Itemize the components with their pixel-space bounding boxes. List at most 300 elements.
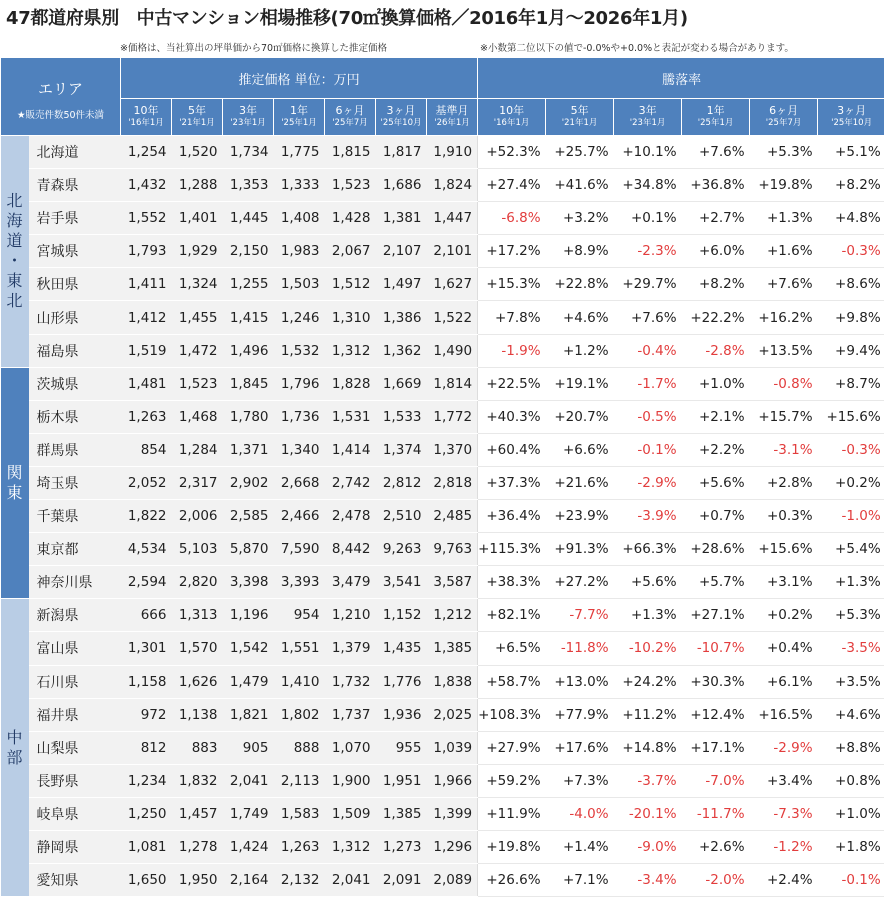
change-cell: +20.7% — [546, 400, 614, 433]
price-cell: 1,039 — [427, 731, 478, 764]
change-cell: +15.6% — [750, 533, 818, 566]
price-cell: 2,101 — [427, 235, 478, 268]
column-label: 3年 — [239, 104, 257, 117]
change-column-header — [478, 99, 546, 136]
column-label: 10年 — [499, 104, 525, 117]
price-cell: 1,234 — [121, 764, 172, 797]
price-cell: 1,263 — [274, 830, 325, 863]
change-cell: -3.5% — [818, 632, 884, 665]
change-cell: -1.9% — [478, 334, 546, 367]
change-cell: -9.0% — [614, 830, 682, 863]
price-column-header — [427, 99, 478, 136]
change-cell: +34.8% — [614, 169, 682, 202]
change-cell: +21.6% — [546, 466, 614, 499]
change-cell: +37.3% — [478, 466, 546, 499]
price-cell: 883 — [172, 731, 223, 764]
change-cell: +15.7% — [750, 400, 818, 433]
change-cell: -2.9% — [750, 731, 818, 764]
region-label-char: 東 — [6, 271, 23, 291]
price-cell: 1,381 — [376, 202, 427, 235]
region-label — [1, 599, 29, 897]
table-row — [1, 797, 884, 830]
change-cell: +28.6% — [682, 533, 750, 566]
prefecture-name: 新潟県 — [29, 599, 121, 632]
change-cell: +6.5% — [478, 632, 546, 665]
price-cell: 5,870 — [223, 533, 274, 566]
price-cell: 1,496 — [223, 334, 274, 367]
change-cell: +25.7% — [546, 136, 614, 169]
change-cell: +36.8% — [682, 169, 750, 202]
table-row — [1, 466, 884, 499]
change-cell: +17.1% — [682, 731, 750, 764]
change-cell: +58.7% — [478, 665, 546, 698]
page-title: 47都道府県別 中古マンション相場推移(70㎡換算価格／2016年1月〜2026年1月) — [6, 8, 688, 29]
price-cell: 1,411 — [121, 268, 172, 301]
change-cell: +5.1% — [818, 136, 884, 169]
price-cell: 1,333 — [274, 169, 325, 202]
column-date: '25年10月 — [831, 118, 873, 128]
table-row — [1, 566, 884, 599]
region-label-char: 北 — [6, 191, 23, 211]
column-date: '21年1月 — [179, 118, 215, 128]
prefecture-name: 石川県 — [29, 665, 121, 698]
price-cell: 3,479 — [325, 566, 376, 599]
table-row — [1, 599, 884, 632]
price-cell: 1,828 — [325, 367, 376, 400]
price-cell: 1,845 — [223, 367, 274, 400]
table-row — [1, 268, 884, 301]
price-cell: 1,152 — [376, 599, 427, 632]
price-cell: 1,776 — [376, 665, 427, 698]
change-cell: -1.7% — [614, 367, 682, 400]
change-cell: +8.2% — [682, 268, 750, 301]
prefecture-name: 富山県 — [29, 632, 121, 665]
change-cell: +3.2% — [546, 202, 614, 235]
price-cell: 972 — [121, 698, 172, 731]
change-cell: +17.2% — [478, 235, 546, 268]
change-cell: +40.3% — [478, 400, 546, 433]
prefecture-name: 群馬県 — [29, 433, 121, 466]
price-cell: 1,533 — [376, 400, 427, 433]
change-cell: +4.6% — [818, 698, 884, 731]
change-cell: +1.0% — [818, 797, 884, 830]
note-rounding: ※小数第二位以下の値で-0.0%や+0.0%と表記が変わる場合があります。 — [480, 43, 794, 54]
price-cell: 954 — [274, 599, 325, 632]
price-cell: 1,497 — [376, 268, 427, 301]
price-cell: 1,138 — [172, 698, 223, 731]
table-row — [1, 830, 884, 863]
price-cell: 1,780 — [223, 400, 274, 433]
change-cell: +13.5% — [750, 334, 818, 367]
change-column-header — [750, 99, 818, 136]
prefecture-name: 福島県 — [29, 334, 121, 367]
change-cell: +22.5% — [478, 367, 546, 400]
region-label-char: 海 — [6, 211, 23, 231]
table-row — [1, 400, 884, 433]
price-cell: 2,089 — [427, 864, 478, 897]
change-cell: +7.1% — [546, 864, 614, 897]
price-column-header — [172, 99, 223, 136]
price-cell: 8,442 — [325, 533, 376, 566]
price-cell: 1,983 — [274, 235, 325, 268]
change-cell: +0.2% — [750, 599, 818, 632]
price-cell: 1,196 — [223, 599, 274, 632]
change-cell: -3.4% — [614, 864, 682, 897]
price-cell: 2,113 — [274, 764, 325, 797]
change-cell: +27.9% — [478, 731, 546, 764]
change-cell: -11.7% — [682, 797, 750, 830]
change-cell: +2.2% — [682, 433, 750, 466]
price-cell: 1,817 — [376, 136, 427, 169]
region-label-char: ・ — [6, 251, 23, 271]
change-cell: +5.7% — [682, 566, 750, 599]
change-cell: +6.1% — [750, 665, 818, 698]
price-cell: 1,455 — [172, 301, 223, 334]
change-cell: -10.2% — [614, 632, 682, 665]
change-cell: +6.6% — [546, 433, 614, 466]
price-cell: 1,522 — [427, 301, 478, 334]
price-cell: 2,466 — [274, 500, 325, 533]
price-cell: 4,534 — [121, 533, 172, 566]
price-cell: 1,070 — [325, 731, 376, 764]
column-label: 10年 — [133, 104, 159, 117]
change-cell: +29.7% — [614, 268, 682, 301]
change-cell: -6.8% — [478, 202, 546, 235]
change-column-header — [614, 99, 682, 136]
price-cell: 3,587 — [427, 566, 478, 599]
price-cell: 1,531 — [325, 400, 376, 433]
price-cell: 3,398 — [223, 566, 274, 599]
price-cell: 1,310 — [325, 301, 376, 334]
price-group-header: 推定価格 単位：万円 — [121, 58, 478, 99]
area-sublabel: ★販売件数50件未満 — [16, 110, 105, 121]
change-cell: +0.4% — [750, 632, 818, 665]
area-label: エリア — [37, 80, 83, 98]
table-row — [1, 698, 884, 731]
prefecture-name: 栃木県 — [29, 400, 121, 433]
price-cell: 1,775 — [274, 136, 325, 169]
table-row — [1, 235, 884, 268]
price-cell: 1,737 — [325, 698, 376, 731]
table-row — [1, 202, 884, 235]
price-cell: 1,312 — [325, 334, 376, 367]
price-cell: 1,399 — [427, 797, 478, 830]
price-cell: 1,542 — [223, 632, 274, 665]
change-cell: +9.4% — [818, 334, 884, 367]
column-label: 6ヶ月 — [769, 104, 799, 117]
price-cell: 1,385 — [427, 632, 478, 665]
prefecture-name: 愛知県 — [29, 864, 121, 897]
column-label: 3ヶ月 — [386, 104, 416, 117]
table-body — [1, 136, 884, 897]
change-cell: +41.6% — [546, 169, 614, 202]
prefecture-name: 山形県 — [29, 301, 121, 334]
change-cell: -2.3% — [614, 235, 682, 268]
change-cell: +4.6% — [546, 301, 614, 334]
prefecture-name: 茨城県 — [29, 367, 121, 400]
price-cell: 2,067 — [325, 235, 376, 268]
price-cell: 1,312 — [325, 830, 376, 863]
price-cell: 3,541 — [376, 566, 427, 599]
price-cell: 1,362 — [376, 334, 427, 367]
price-column-header — [376, 99, 427, 136]
change-cell: -4.0% — [546, 797, 614, 830]
prefecture-name: 埼玉県 — [29, 466, 121, 499]
change-cell: -0.8% — [750, 367, 818, 400]
table-row — [1, 632, 884, 665]
price-cell: 1,966 — [427, 764, 478, 797]
change-cell: +8.6% — [818, 268, 884, 301]
price-cell: 888 — [274, 731, 325, 764]
change-cell: +16.5% — [750, 698, 818, 731]
price-table — [0, 57, 884, 897]
change-cell: -2.9% — [614, 466, 682, 499]
price-cell: 1,570 — [172, 632, 223, 665]
price-cell: 1,370 — [427, 433, 478, 466]
column-date: '23年1月 — [230, 118, 266, 128]
price-cell: 1,523 — [172, 367, 223, 400]
change-cell: +4.8% — [818, 202, 884, 235]
price-cell: 1,408 — [274, 202, 325, 235]
change-cell: +2.6% — [682, 830, 750, 863]
price-cell: 854 — [121, 433, 172, 466]
price-cell: 1,796 — [274, 367, 325, 400]
column-date: '25年1月 — [281, 118, 317, 128]
price-cell: 1,246 — [274, 301, 325, 334]
price-cell: 1,432 — [121, 169, 172, 202]
price-cell: 2,150 — [223, 235, 274, 268]
change-cell: +11.2% — [614, 698, 682, 731]
price-cell: 2,132 — [274, 864, 325, 897]
column-label: 基準月 — [435, 104, 469, 117]
change-cell: +12.4% — [682, 698, 750, 731]
price-cell: 2,317 — [172, 466, 223, 499]
region-label-char: 道 — [6, 231, 23, 251]
price-cell: 1,401 — [172, 202, 223, 235]
price-cell: 1,490 — [427, 334, 478, 367]
price-cell: 2,820 — [172, 566, 223, 599]
price-cell: 1,353 — [223, 169, 274, 202]
change-cell: +7.6% — [682, 136, 750, 169]
price-cell: 2,812 — [376, 466, 427, 499]
change-cell: +2.8% — [750, 466, 818, 499]
change-cell: +108.3% — [478, 698, 546, 731]
change-cell: -0.3% — [818, 235, 884, 268]
price-cell: 1,793 — [121, 235, 172, 268]
table-row — [1, 864, 884, 897]
price-cell: 2,585 — [223, 500, 274, 533]
table-row — [1, 169, 884, 202]
area-header — [1, 58, 121, 136]
prefecture-name: 岐阜県 — [29, 797, 121, 830]
change-cell: +8.8% — [818, 731, 884, 764]
column-date: '21年1月 — [561, 118, 598, 128]
column-label: 1年 — [706, 104, 725, 117]
table-row — [1, 500, 884, 533]
change-cell: +8.7% — [818, 367, 884, 400]
column-label: 1年 — [290, 104, 308, 117]
price-column-header — [223, 99, 274, 136]
price-column-header — [325, 99, 376, 136]
price-cell: 1,749 — [223, 797, 274, 830]
table-row — [1, 533, 884, 566]
price-cell: 1,445 — [223, 202, 274, 235]
price-cell: 9,763 — [427, 533, 478, 566]
price-cell: 1,324 — [172, 268, 223, 301]
price-cell: 1,424 — [223, 830, 274, 863]
change-cell: +7.3% — [546, 764, 614, 797]
change-cell: +8.2% — [818, 169, 884, 202]
price-cell: 666 — [121, 599, 172, 632]
change-cell: +7.6% — [614, 301, 682, 334]
column-header-row — [1, 99, 884, 136]
price-cell: 2,091 — [376, 864, 427, 897]
change-cell: +5.6% — [682, 466, 750, 499]
price-cell: 1,838 — [427, 665, 478, 698]
price-cell: 2,485 — [427, 500, 478, 533]
change-cell: -0.1% — [818, 864, 884, 897]
prefecture-name: 秋田県 — [29, 268, 121, 301]
price-cell: 1,802 — [274, 698, 325, 731]
price-cell: 7,590 — [274, 533, 325, 566]
column-label: 5年 — [570, 104, 589, 117]
change-cell: -1.0% — [818, 500, 884, 533]
price-cell: 1,313 — [172, 599, 223, 632]
change-cell: +5.4% — [818, 533, 884, 566]
price-cell: 1,212 — [427, 599, 478, 632]
price-cell: 1,371 — [223, 433, 274, 466]
change-cell: +3.4% — [750, 764, 818, 797]
change-column-header — [818, 99, 884, 136]
column-label: 3ヶ月 — [837, 104, 867, 117]
change-cell: +26.6% — [478, 864, 546, 897]
price-cell: 1,447 — [427, 202, 478, 235]
price-cell: 1,386 — [376, 301, 427, 334]
price-cell: 1,278 — [172, 830, 223, 863]
change-cell: -1.2% — [750, 830, 818, 863]
change-cell: +6.0% — [682, 235, 750, 268]
change-cell: -0.1% — [614, 433, 682, 466]
price-cell: 1,503 — [274, 268, 325, 301]
prefecture-name: 岩手県 — [29, 202, 121, 235]
change-cell: +3.1% — [750, 566, 818, 599]
change-cell: +9.8% — [818, 301, 884, 334]
prefecture-name: 静岡県 — [29, 830, 121, 863]
change-cell: +1.3% — [614, 599, 682, 632]
change-cell: +1.2% — [546, 334, 614, 367]
column-date: '25年7月 — [332, 118, 368, 128]
change-cell: +82.1% — [478, 599, 546, 632]
price-cell: 1,410 — [274, 665, 325, 698]
price-cell: 1,210 — [325, 599, 376, 632]
price-cell: 1,814 — [427, 367, 478, 400]
change-cell: +11.9% — [478, 797, 546, 830]
price-cell: 2,041 — [325, 864, 376, 897]
region-label-char: 部 — [6, 747, 23, 767]
change-cell: -10.7% — [682, 632, 750, 665]
price-cell: 5,103 — [172, 533, 223, 566]
price-cell: 1,551 — [274, 632, 325, 665]
price-column-header — [121, 99, 172, 136]
price-cell: 905 — [223, 731, 274, 764]
change-cell: -2.8% — [682, 334, 750, 367]
change-cell: +0.7% — [682, 500, 750, 533]
price-cell: 1,435 — [376, 632, 427, 665]
price-cell: 2,052 — [121, 466, 172, 499]
price-cell: 1,815 — [325, 136, 376, 169]
change-cell: +1.8% — [818, 830, 884, 863]
change-cell: -7.7% — [546, 599, 614, 632]
price-cell: 1,428 — [325, 202, 376, 235]
price-cell: 2,902 — [223, 466, 274, 499]
change-cell: +16.2% — [750, 301, 818, 334]
change-cell: +2.1% — [682, 400, 750, 433]
price-cell: 2,041 — [223, 764, 274, 797]
column-date: '25年10月 — [380, 118, 422, 128]
region-label — [1, 367, 29, 599]
change-cell: +7.6% — [750, 268, 818, 301]
change-cell: +5.6% — [614, 566, 682, 599]
table-row — [1, 764, 884, 797]
change-cell: +36.4% — [478, 500, 546, 533]
price-cell: 1,301 — [121, 632, 172, 665]
column-date: '16年1月 — [128, 118, 164, 128]
price-cell: 2,025 — [427, 698, 478, 731]
price-cell: 1,255 — [223, 268, 274, 301]
change-cell: +19.8% — [478, 830, 546, 863]
change-cell: +14.8% — [614, 731, 682, 764]
change-cell: +2.4% — [750, 864, 818, 897]
price-cell: 1,929 — [172, 235, 223, 268]
price-cell: 1,509 — [325, 797, 376, 830]
change-cell: -7.0% — [682, 764, 750, 797]
price-cell: 1,821 — [223, 698, 274, 731]
change-cell: +60.4% — [478, 433, 546, 466]
price-cell: 1,512 — [325, 268, 376, 301]
price-cell: 1,626 — [172, 665, 223, 698]
prefecture-name: 北海道 — [29, 136, 121, 169]
change-cell: -3.1% — [750, 433, 818, 466]
price-cell: 1,772 — [427, 400, 478, 433]
price-cell: 1,686 — [376, 169, 427, 202]
change-cell: +23.9% — [546, 500, 614, 533]
change-cell: +27.4% — [478, 169, 546, 202]
change-cell: +19.1% — [546, 367, 614, 400]
change-cell: +52.3% — [478, 136, 546, 169]
price-cell: 1,832 — [172, 764, 223, 797]
price-cell: 1,900 — [325, 764, 376, 797]
change-cell: +5.3% — [818, 599, 884, 632]
price-cell: 1,385 — [376, 797, 427, 830]
price-cell: 1,951 — [376, 764, 427, 797]
change-cell: +1.0% — [682, 367, 750, 400]
price-cell: 1,910 — [427, 136, 478, 169]
change-column-header — [546, 99, 614, 136]
prefecture-name: 神奈川県 — [29, 566, 121, 599]
column-date: '23年1月 — [629, 118, 666, 128]
change-cell: -0.4% — [614, 334, 682, 367]
change-cell: +38.3% — [478, 566, 546, 599]
price-cell: 1,824 — [427, 169, 478, 202]
price-cell: 1,523 — [325, 169, 376, 202]
change-cell: -11.8% — [546, 632, 614, 665]
prefecture-name: 長野県 — [29, 764, 121, 797]
price-cell: 2,510 — [376, 500, 427, 533]
prefecture-name: 千葉県 — [29, 500, 121, 533]
region-label-char: 中 — [6, 727, 23, 747]
price-cell: 1,532 — [274, 334, 325, 367]
price-cell: 1,552 — [121, 202, 172, 235]
